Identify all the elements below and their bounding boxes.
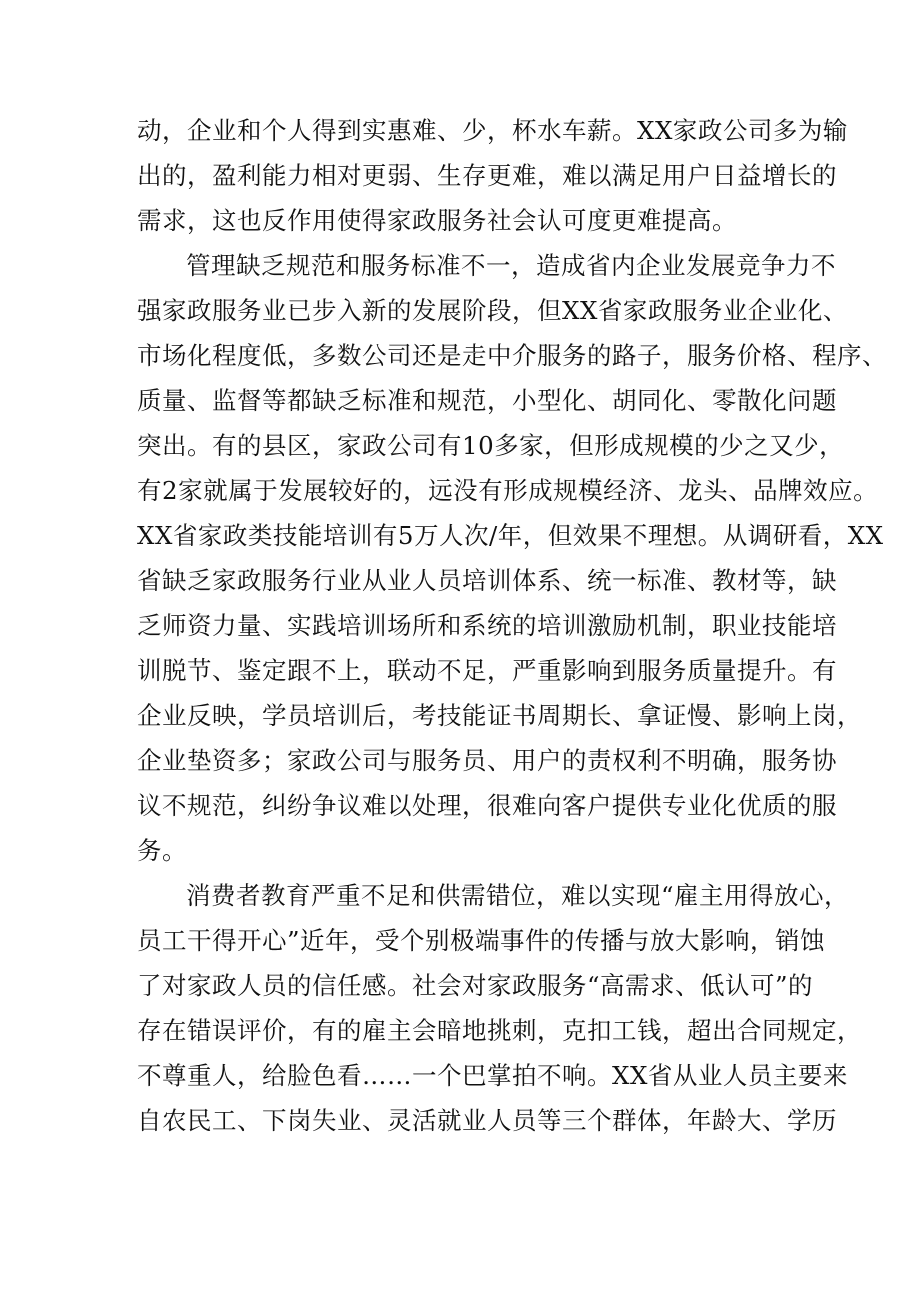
paragraph-line: 出的，盈利能力相对更弱、生存更难，难以满足用户日益增长的 — [137, 161, 837, 190]
paragraph-line: 不尊重人，给脸色看……一个巴掌拍不响。XX省从业人员主要来 — [137, 1061, 848, 1090]
paragraph-line: 市场化程度低，多数公司还是走中介服务的路子，服务价格、程序、 — [137, 341, 887, 370]
paragraph-1 — [137, 108, 848, 243]
paragraph-2 — [137, 243, 887, 873]
paragraph-line: 管理缺乏规范和服务标准不一，造成省内企业发展竞争力不 — [186, 251, 836, 280]
paragraph-line: 存在错误评价，有的雇主会暗地挑刺，克扣工钱，超出合同规定， — [137, 1016, 862, 1045]
paragraph-line: 了对家政人员的信任感。社会对家政服务“高需求、低认可”的 — [137, 971, 814, 1000]
paragraph-line: 自农民工、下岗失业、灵活就业人员等三个群体，年龄大、学历 — [137, 1106, 837, 1135]
paragraph-line: 企业反映，学员培训后，考技能证书周期长、拿证慢、影响上岗， — [137, 701, 862, 730]
paragraph-line: XX省家政类技能培训有5万人次/年，但效果不理想。从调研看，XX — [137, 521, 884, 550]
paragraph-line: 乏师资力量、实践培训场所和系统的培训激励机制，职业技能培 — [137, 611, 837, 640]
paragraph-line: 议不规范，纠纷争议难以处理，很难向客户提供专业化优质的服 — [137, 791, 837, 820]
paragraph-3 — [137, 873, 862, 1143]
paragraph-line: 质量、监督等都缺乏标准和规范，小型化、胡同化、零散化问题 — [137, 386, 837, 415]
paragraph-line: 务。 — [137, 836, 187, 865]
paragraph-line: 突出。有的县区，家政公司有10多家，但形成规模的少之又少， — [137, 431, 845, 460]
paragraph-line: 消费者教育严重不足和供需错位，难以实现“雇主用得放心， — [186, 881, 850, 910]
document-body — [137, 108, 887, 1143]
paragraph-line: 需求，这也反作用使得家政服务社会认可度更难提高。 — [137, 206, 737, 235]
paragraph-line: 训脱节、鉴定跟不上，联动不足，严重影响到服务质量提升。有 — [137, 656, 837, 685]
paragraph-line: 企业垫资多；家政公司与服务员、用户的责权利不明确，服务协 — [137, 746, 837, 775]
paragraph-line: 省缺乏家政服务行业从业人员培训体系、统一标准、教材等，缺 — [137, 566, 837, 595]
paragraph-line: 强家政服务业已步入新的发展阶段，但XX省家政服务业企业化、 — [137, 296, 848, 325]
paragraph-line: 动，企业和个人得到实惠难、少，杯水车薪。XX家政公司多为输 — [137, 116, 848, 145]
paragraph-line: 员工干得开心”近年，受个别极端事件的传播与放大影响，销蚀 — [137, 926, 826, 955]
paragraph-line: 有2家就属于发展较好的，远没有形成规模经济、龙头、品牌效应。 — [137, 476, 879, 505]
